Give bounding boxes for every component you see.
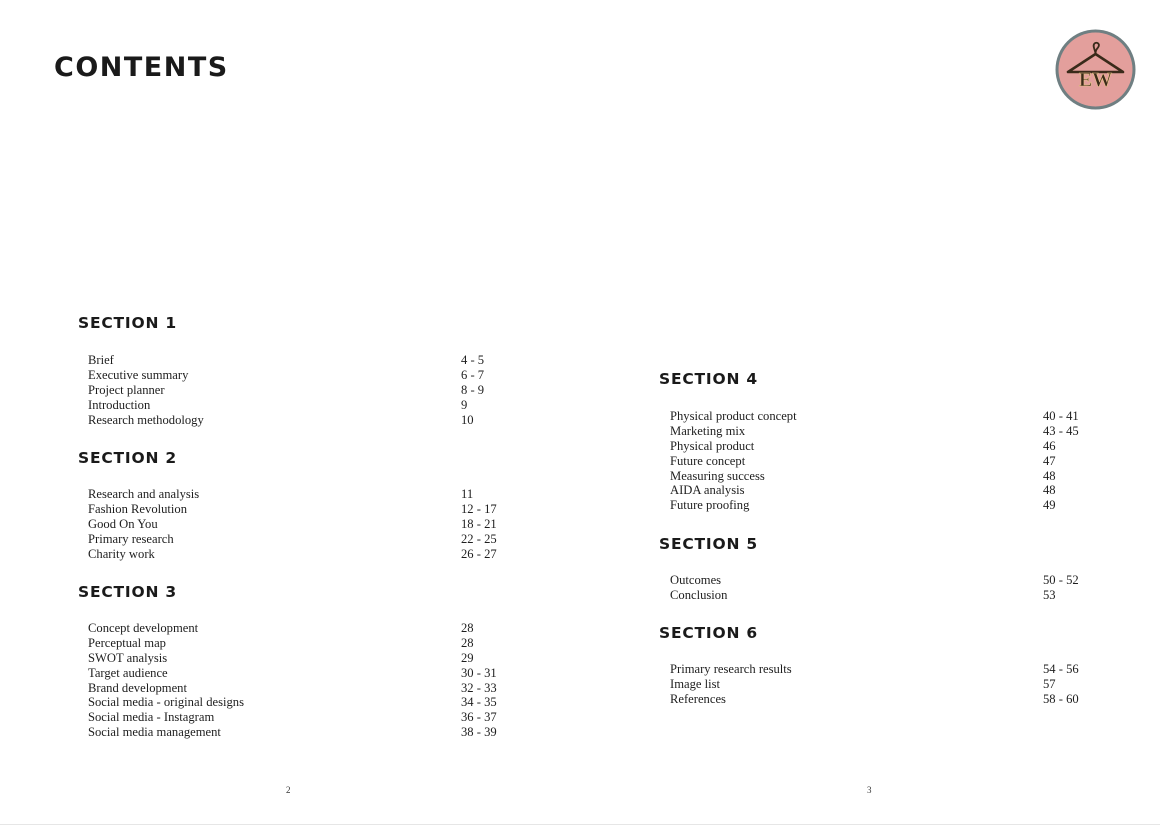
toc-entry-label: Primary research — [88, 531, 174, 546]
section-heading-1: SECTION 1 — [78, 314, 177, 332]
toc-entry-label: Physical product — [670, 438, 755, 453]
toc-entry-label: AIDA analysis — [670, 483, 745, 498]
toc-entry-label: Research and analysis — [88, 487, 200, 501]
toc-entry-pages: 46 — [1043, 438, 1056, 453]
toc-entry-label: Executive summary — [88, 367, 189, 382]
toc-entry-label: SWOT analysis — [88, 650, 168, 665]
toc-entry-pages: 8 - 9 — [461, 382, 485, 397]
toc-entry-pages: 10 — [461, 412, 474, 427]
toc-entry-pages: 57 — [1043, 676, 1056, 691]
toc-entry-label: References — [670, 691, 726, 706]
toc-entry-label: Brand development — [88, 680, 187, 695]
toc-entry-label: Target audience — [88, 665, 168, 680]
toc-entry-pages: 38 - 39 — [461, 725, 497, 740]
brand-logo — [1054, 28, 1137, 111]
toc-entry-label: Social media - original designs — [88, 695, 244, 710]
section-heading-2: SECTION 2 — [78, 449, 177, 467]
toc-entry-pages: 54 - 56 — [1043, 662, 1079, 676]
toc-entry-pages: 34 - 35 — [461, 695, 497, 710]
toc-entry-pages: 49 — [1043, 498, 1056, 513]
toc-entry-label: Good On You — [88, 516, 158, 531]
section-heading-3: SECTION 3 — [78, 583, 177, 601]
toc-entry-pages: 58 - 60 — [1043, 691, 1079, 706]
page-number-right: 3 — [867, 785, 872, 795]
page-number-left: 2 — [286, 785, 291, 795]
toc-entry-pages: 4 - 5 — [461, 353, 485, 367]
toc-entry-label: Charity work — [88, 546, 155, 561]
toc-entry-pages: 28 — [461, 621, 474, 635]
toc-entry-pages: 18 - 21 — [461, 516, 497, 531]
toc-entry-pages: 47 — [1043, 453, 1056, 468]
toc-entry-label: Social media - Instagram — [88, 710, 215, 725]
toc-entry-label: Research methodology — [88, 412, 204, 427]
toc-entry-label: Fashion Revolution — [88, 501, 188, 516]
toc-entry-label: Outcomes — [670, 573, 722, 587]
toc-entry-pages: 6 - 7 — [461, 367, 485, 382]
toc-entry-label: Primary research results — [670, 662, 792, 676]
toc-entry-pages: 9 — [461, 397, 468, 412]
section-heading-5: SECTION 5 — [659, 535, 758, 553]
toc-entry-pages: 53 — [1043, 587, 1056, 602]
toc-entry-pages: 30 - 31 — [461, 665, 497, 680]
section-heading-6: SECTION 6 — [659, 624, 758, 642]
toc-entry-pages: 32 - 33 — [461, 680, 497, 695]
page-title: CONTENTS — [54, 52, 229, 83]
toc-entry-pages: 22 - 25 — [461, 531, 497, 546]
toc-entry-pages: 40 - 41 — [1043, 409, 1079, 423]
toc-entry-label: Future concept — [670, 453, 746, 468]
toc-entry-label: Concept development — [88, 621, 199, 635]
toc-entry-label: Conclusion — [670, 587, 728, 602]
toc-entry-label: Future proofing — [670, 498, 750, 513]
toc-entry-label: Social media management — [88, 725, 221, 740]
toc-entry-label: Brief — [88, 353, 114, 367]
toc-entry-label: Physical product concept — [670, 409, 797, 423]
toc-entry-pages: 48 — [1043, 483, 1056, 498]
toc-entry-pages: 36 - 37 — [461, 710, 497, 725]
hanger-icon — [1054, 28, 1137, 111]
toc-entry-pages: 12 - 17 — [461, 501, 497, 516]
toc-entry-label: Image list — [670, 676, 721, 691]
section-heading-4: SECTION 4 — [659, 370, 758, 388]
toc-entry-pages: 43 - 45 — [1043, 423, 1079, 438]
toc-entry-pages: 11 — [461, 487, 474, 501]
toc-entry-pages: 48 — [1043, 468, 1056, 483]
logo-monogram: EW — [1078, 69, 1113, 91]
toc-entry-pages: 50 - 52 — [1043, 573, 1079, 587]
toc-entry-label: Project planner — [88, 382, 165, 397]
toc-entry-pages: 26 - 27 — [461, 546, 497, 561]
toc-entry-label: Perceptual map — [88, 635, 166, 650]
toc-entry-label: Marketing mix — [670, 423, 746, 438]
toc-entry-label: Introduction — [88, 397, 151, 412]
toc-entry-pages: 29 — [461, 650, 474, 665]
toc-entry-pages: 28 — [461, 635, 474, 650]
toc-entry-label: Measuring success — [670, 468, 765, 483]
